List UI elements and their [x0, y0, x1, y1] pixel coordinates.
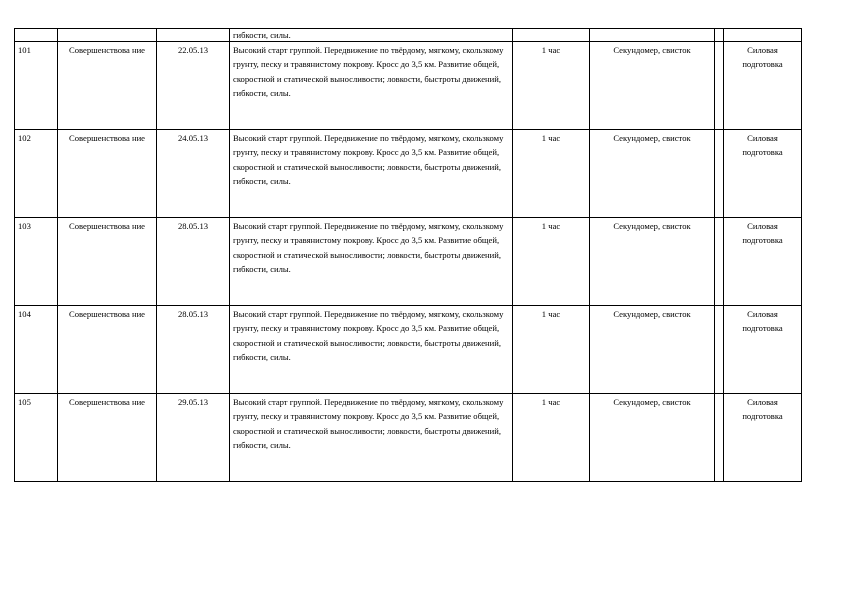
cell-content: Высокий старт группой. Передвижение по твёрдому, мягкому, скользкому грунту, песку и травянистому покрову. Кросс до 3,5 км. Развитие общей, скоростной и статической выносливости; ловкости, быстроты движений, гибкости, силы.	[230, 306, 513, 394]
cell-note: Силовая подготовка	[724, 130, 802, 218]
lesson-plan-table	[14, 28, 802, 482]
cell-equipment: Секундомер, свисток	[590, 394, 715, 482]
table-row	[15, 218, 802, 306]
cell-separator	[715, 394, 724, 482]
cell-hours: 1 час	[513, 218, 590, 306]
table-row-continuation	[15, 29, 802, 42]
lesson-plan-body	[15, 29, 802, 482]
cell-note: Силовая подготовка	[724, 218, 802, 306]
cell-content: Высокий старт группой. Передвижение по твёрдому, мягкому, скользкому грунту, песку и травянистому покрову. Кросс до 3,5 км. Развитие общей, скоростной и статической выносливости; ловкости, быстроты движений, гибкости, силы.	[230, 130, 513, 218]
table-row	[15, 306, 802, 394]
cell-equipment	[590, 29, 715, 42]
cell-hours	[513, 29, 590, 42]
cell-hours: 1 час	[513, 394, 590, 482]
cell-hours: 1 час	[513, 306, 590, 394]
cell-note: Силовая подготовка	[724, 306, 802, 394]
cell-number: 103	[15, 218, 58, 306]
table-row	[15, 42, 802, 130]
cell-content: гибкости, силы.	[230, 29, 513, 42]
cell-lesson-type: Совершенствова ние	[58, 306, 157, 394]
cell-date: 28.05.13	[157, 306, 230, 394]
cell-separator	[715, 306, 724, 394]
cell-number: 102	[15, 130, 58, 218]
cell-separator	[715, 29, 724, 42]
cell-hours: 1 час	[513, 130, 590, 218]
cell-number: 104	[15, 306, 58, 394]
cell-note	[724, 29, 802, 42]
cell-note: Силовая подготовка	[724, 394, 802, 482]
cell-content: Высокий старт группой. Передвижение по твёрдому, мягкому, скользкому грунту, песку и травянистому покрову. Кросс до 3,5 км. Развитие общей, скоростной и статической выносливости; ловкости, быстроты движений, гибкости, силы.	[230, 42, 513, 130]
cell-date	[157, 29, 230, 42]
cell-lesson-type: Совершенствова ние	[58, 218, 157, 306]
cell-separator	[715, 130, 724, 218]
cell-date: 29.05.13	[157, 394, 230, 482]
cell-lesson-type: Совершенствова ние	[58, 394, 157, 482]
cell-date: 28.05.13	[157, 218, 230, 306]
cell-equipment: Секундомер, свисток	[590, 130, 715, 218]
cell-separator	[715, 218, 724, 306]
cell-equipment: Секундомер, свисток	[590, 42, 715, 130]
cell-equipment: Секундомер, свисток	[590, 306, 715, 394]
cell-separator	[715, 42, 724, 130]
cell-lesson-type	[58, 29, 157, 42]
table-row	[15, 130, 802, 218]
cell-hours: 1 час	[513, 42, 590, 130]
cell-lesson-type: Совершенствова ние	[58, 130, 157, 218]
table-row	[15, 394, 802, 482]
cell-note: Силовая подготовка	[724, 42, 802, 130]
cell-date: 22.05.13	[157, 42, 230, 130]
cell-content: Высокий старт группой. Передвижение по твёрдому, мягкому, скользкому грунту, песку и травянистому покрову. Кросс до 3,5 км. Развитие общей, скоростной и статической выносливости; ловкости, быстроты движений, гибкости, силы.	[230, 218, 513, 306]
cell-number: 101	[15, 42, 58, 130]
cell-number: 105	[15, 394, 58, 482]
cell-date: 24.05.13	[157, 130, 230, 218]
cell-lesson-type: Совершенствова ние	[58, 42, 157, 130]
cell-number	[15, 29, 58, 42]
cell-content: Высокий старт группой. Передвижение по твёрдому, мягкому, скользкому грунту, песку и травянистому покрову. Кросс до 3,5 км. Развитие общей, скоростной и статической выносливости; ловкости, быстроты движений, гибкости, силы.	[230, 394, 513, 482]
cell-equipment: Секундомер, свисток	[590, 218, 715, 306]
